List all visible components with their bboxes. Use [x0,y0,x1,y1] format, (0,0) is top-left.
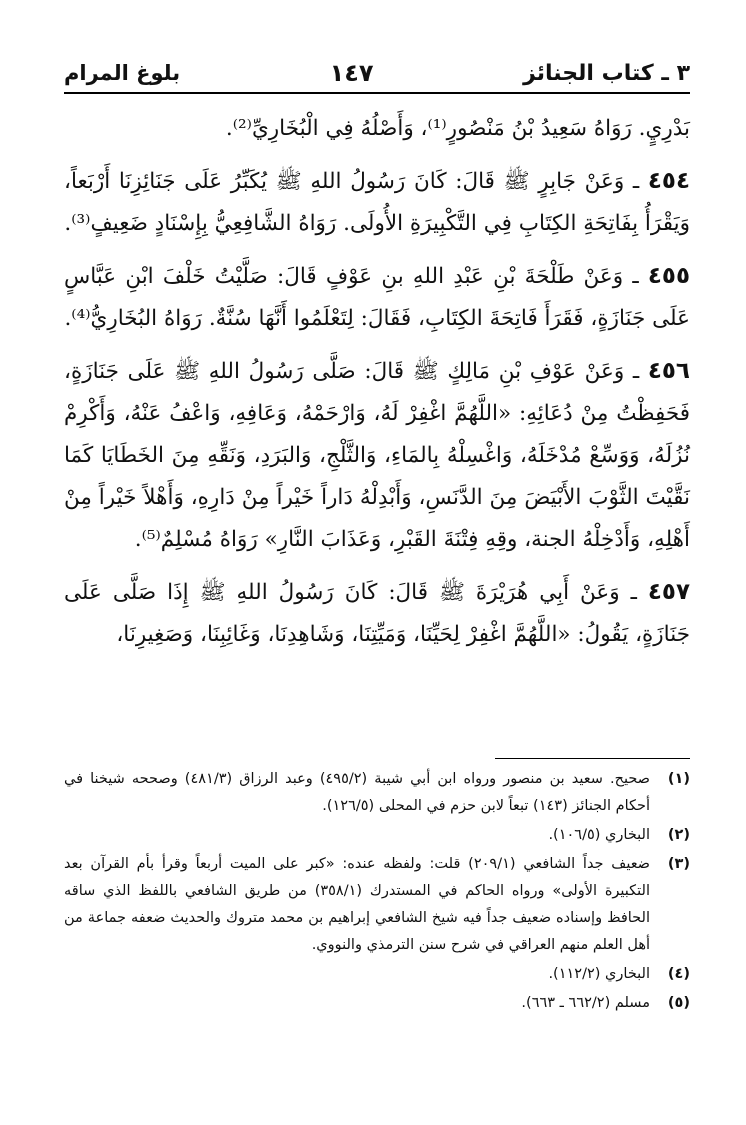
footnote-separator [495,758,690,759]
footnote-number: (١) [667,771,690,787]
footnote-number: (٣) [667,856,690,872]
hadith-number: ٤٥٥ [647,263,691,289]
hadith-454 [64,160,690,245]
footnote-text: مسلم (٦٦٢/٢ ـ ٦٦٣). [521,995,650,1011]
footnote-4 [64,961,690,988]
hadith-457 [64,571,690,656]
page-number: ١٤٧ [329,59,374,87]
hadith-text: ـ وَعَنْ عَوْفِ بْنِ مَالِكٍ ﷺ قَالَ: صَلَّى رَسُولُ اللهِ ﷺ عَلَى جَنَازَةٍ، فَحَفِظْتُ مِنْ دُعَائِهِ: «اللَّهُمَّ اغْفِرْ لَهُ، وَارْحَمْهُ، وَعَافِهِ، وَاعْفُ عَنْهُ، وَأَكْرِمْ نُزُلَهُ، وَوَسِّعْ مُدْخَلَهُ، وَاغْسِلْهُ بِالمَاءِ، وَالثَّلْجِ، وَالبَرَدِ، وَنَقِّهِ مِنَ الخَطَايَا كَمَا نَقَّيْتَ الثَّوْبَ الأَبْيَضَ مِنَ الدَّنَسِ، وَأَبْدِلْهُ دَاراً خَيْراً مِنْ دَارِهِ، وَأَهْلاً خَيْراً مِنْ أَهْلِهِ، وَأَدْخِلْهُ الجنة، وقِهِ فِتْنَةَ القَبْرِ، وَعَذَابَ النَّارِ» رَوَاهُ مُسْلِمٌ⁽⁵⁾. [64,359,690,552]
footnote-number: (٥) [667,995,690,1011]
hadith-text: ـ وَعَنْ طَلْحَةَ بْنِ عَبْدِ اللهِ بنِ عَوْفٍ قَالَ: صَلَّيْتُ خَلْفَ ابْنِ عَبَّاسٍ عَلَى جَنَازَةٍ، فَقَرَأَ فَاتِحَةَ الكِتَابِ، فَقَالَ: لِتَعْلَمُوا أَنَّهَا سُنَّةٌ. رَوَاهُ البُخَارِيُّ⁽⁴⁾. [64,264,690,331]
footnote-text: البخاري (١٠٦/٥). [548,827,650,843]
main-text [64,108,690,666]
footnote-1 [64,766,690,820]
footnote-text: صحيح. سعيد بن منصور ورواه ابن أبي شيبة (٤٩٥/٢) وعبد الرزاق (٤٨١/٣) وصححه شيخنا في أحكام الجنائز (١٤٣) تبعاً لابن حزم في المحلى (١٢٦/٥). [64,771,650,814]
hadith-text: ـ وَعَنْ أَبِي هُرَيْرَةَ ﷺ قَالَ: كَانَ رَسُولُ اللهِ ﷺ إِذَا صَلَّى عَلَى جَنَازَةٍ، يَقُولُ: «اللَّهُمَّ اغْفِرْ لِحَيِّنَا، وَمَيِّتِنَا، وَشَاهِدِنَا، وَغَائِبِنَا، وَصَغِيرِنَا، [64,580,690,647]
paragraph-continuation [64,108,690,150]
hadith-number: ٤٥٤ [647,168,690,194]
footnote-text: ضعيف جداً الشافعي (٢٠٩/١) قلت: ولفظه عنده: «كبر على الميت أربعاً وقرأ بأم القرآن بعد التكبيرة الأولى» ورواه الحاكم في المستدرك (٣٥٨/١) من طريق الشافعي باللفظ الذي ساقه الحافظ وإسناده ضعيف جداً فيه شيخ الشافعي إبراهيم بن محمد متروك والحديث ضعفه جماعة من أهل العلم منهم العراقي في شرح سنن الترمذي والنووي. [64,856,650,953]
hadith-number: ٤٥٦ [647,358,690,384]
page-header [64,54,690,94]
footnote-number: (٢) [667,827,690,843]
hadith-number: ٤٥٧ [647,579,691,605]
footnote-2 [64,822,690,849]
hadith-456 [64,350,690,561]
book-title: بلوغ المرام [64,61,181,85]
footnotes [64,766,690,1019]
chapter-title: ٣ ـ كتاب الجنائز [523,60,690,86]
footnote-text: البخاري (١١٢/٢). [548,966,650,982]
footnote-5 [64,990,690,1017]
paragraph-text: بَدْرِيٍ. رَوَاهُ سَعِيدُ بْنُ مَنْصُورٍ⁽¹⁾، وَأَصْلُهُ فِي الْبُخَارِيِّ⁽²⁾. [225,116,690,141]
hadith-455 [64,255,690,340]
hadith-text: ـ وَعَنْ جَابِرٍ ﷺ قَالَ: كَانَ رَسُولُ اللهِ ﷺ يُكَبِّرُ عَلَى جَنَائِزِنَا أَرْبَعاً، وَيَقْرَأُ بِفَاتِحَةِ الكِتَابِ فِي التَّكْبِيرَةِ الأُولَى. رَوَاهُ الشَّافِعِيُّ بِإِسْنَادٍ ضَعِيفٍ⁽³⁾. [64,169,690,236]
footnote-number: (٤) [667,966,690,982]
footnote-3 [64,851,690,959]
